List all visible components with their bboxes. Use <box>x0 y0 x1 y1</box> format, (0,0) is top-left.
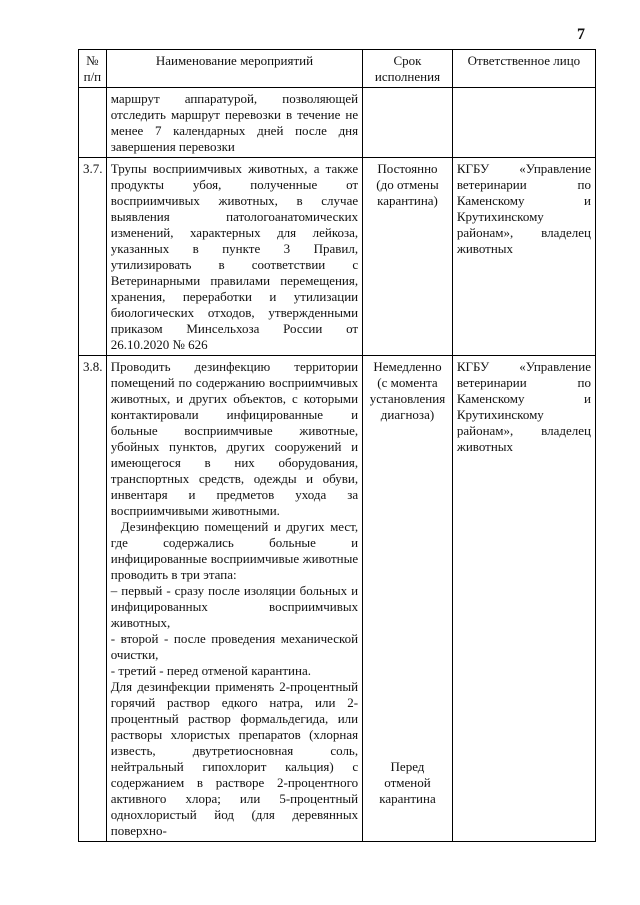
term-immediate: Немедленно (с момента установления диагноза) <box>369 359 446 422</box>
row-responsible: КГБУ «Управление ветеринарии по Каменскому и Крутихинскому районам», владелец животных <box>452 356 595 842</box>
row-term <box>363 356 453 842</box>
measures-table <box>78 49 596 842</box>
row-paragraph: Дезинфекцию помещений и других мест, где содержались больные и инфицированные восприимчивые животные проводить в три этапа: <box>110 519 359 582</box>
row-paragraph: - третий - перед отменой карантина. <box>110 663 311 678</box>
row-paragraph: – первый - сразу после изоляции больных и инфицированных восприимчивых животных, <box>110 583 359 630</box>
row-text <box>106 356 362 842</box>
row-paragraph: - второй - после проведения механической очистки, <box>110 631 359 662</box>
row-paragraph: Проводить дезинфекцию территории помещений по содержанию восприимчивых животных, и других объектов, с которыми контактировали инфицированные и больные восприимчивые животные, убойных пунктов, других сооружений и имеющегося в них оборудования, транспортных средств, одежды и обуви, инвентаря и предметов ухода за восприимчивыми животными. <box>110 359 359 518</box>
row-term <box>363 88 453 158</box>
row-responsible <box>452 88 595 158</box>
row-responsible: КГБУ «Управление ветеринарии по Каменскому и Крутихинскому районам», владелец животных <box>452 158 595 356</box>
row-num: 3.7. <box>79 158 107 356</box>
page-number: 7 <box>577 26 585 43</box>
header-term: Срок исполнения <box>363 50 453 88</box>
row-num <box>79 88 107 158</box>
header-name: Наименование мероприятий <box>106 50 362 88</box>
row-paragraph: Для дезинфекции применять 2-процентный горячий раствор едкого натра, или 2-процентный раствор формальдегида, или растворы хлористых препаратов (хлорная известь, двутретиосновная соль, нейтральный гипохлорит кальция) с содержанием в растворе 2-процентного активного хлора; или 5-процентный однохлористый йод (для деревянных поверхно- <box>110 679 359 838</box>
row-text: маршрут аппаратурой, позволяющей отследить маршрут перевозки в течение не менее 7 календарных дней после дня завершения перевозки <box>106 88 362 158</box>
row-text: Трупы восприимчивых животных, а также продукты убоя, полученные от восприимчивых животных, в случае выявления патологоанатомических изменений, характерных для лейкоза, указанных в пункте 3 Правил, утилизировать в соответствии с Ветеринарными правилами перемещения, хранения, переработки и утилизации биологических отходов, утвержденными приказом Минсельхоза России от 26.10.2020 № 626 <box>106 158 362 356</box>
row-term: Постоянно (до отмены карантина) <box>363 158 453 356</box>
table-row <box>79 158 596 356</box>
header-responsible: Ответственное лицо <box>452 50 595 88</box>
header-num: № п/п <box>79 50 107 88</box>
term-before-quarantine-end: Перед отменой карантина <box>379 759 436 806</box>
table-header-row <box>79 50 596 88</box>
table-row <box>79 88 596 158</box>
table-row <box>79 356 596 842</box>
row-num: 3.8. <box>79 356 107 842</box>
